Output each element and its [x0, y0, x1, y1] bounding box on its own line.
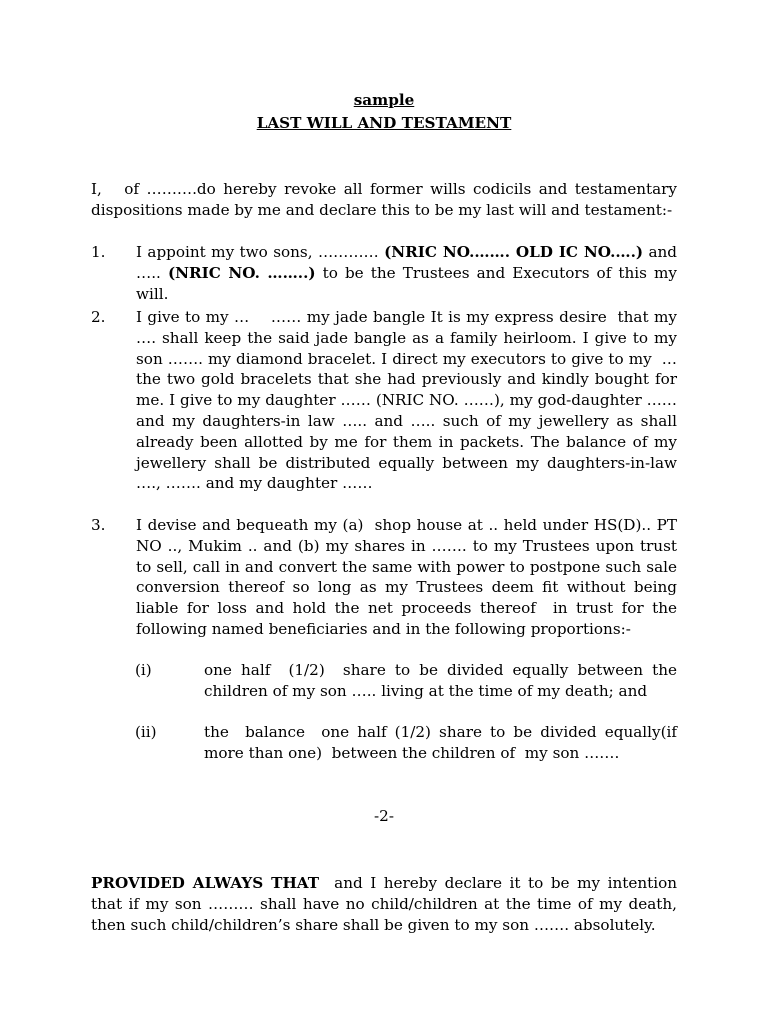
clause-1-text — [136, 242, 677, 304]
clause-2-text: I give to my … …… my jade bangle It is my express desire that my …. shall keep the said jade bangle as a family heirloom. I give to my son ……. my diamond bracelet. I direct my executors to give to my … the two gold bracelets that she had previously and kindly bought for me. I give to my daughter …… (NRIC NO. ……), my god-daughter …… and my daughters-in law ….. and ….. such of my jewellery as shall already been allotted by me for them in packets. The balance of my jewellery shall be distributed equally between my daughters-in-law …., ……. and my daughter …… — [136, 308, 677, 493]
subclause-i-number: (i) — [135, 661, 152, 679]
clause-1-part-2: and ….. — [136, 243, 678, 282]
proviso-heading: PROVIDED ALWAYS THAT — [91, 874, 320, 892]
subclause-ii-text: the balance one half (1/2) share to be divided equally(if more than one) between the children of my son ……. — [204, 723, 677, 762]
page-number: -2- — [374, 807, 394, 825]
clause-3-text: I devise and bequeath my (a) shop house at .. held under HS(D).. PT NO .., Mukim .. and (b) my shares in ……. to my Trustees upon trust to sell, call in and convert the same with power to postpone such sale conversion thereof so long as my Trustees deem fit without being liable for loss and hold the net proceeds thereof in trust for the following named beneficiaries and in the following proportions:- — [136, 516, 677, 638]
intro-paragraph: I, of ……….do hereby revoke all former wills codicils and testamentary dispositions made by me and declare this to be my last will and testament:- — [91, 180, 677, 219]
clause-1-part-1: I appoint my two sons, ………… — [136, 243, 385, 261]
clause-1-nric: (NRIC NO. ……..) — [167, 263, 316, 282]
clause-3-number: 3. — [91, 516, 106, 534]
document-label: sample — [353, 91, 415, 109]
subclause-ii-number: (ii) — [135, 723, 157, 741]
clause-1-number: 1. — [91, 243, 106, 261]
clause-1-part-3: to be the Trustees and Executors of this my will. — [136, 263, 678, 303]
document-title: LAST WILL AND TESTAMENT — [256, 114, 512, 132]
subclause-i-text: one half (1/2) share to be divided equally between the children of my son ….. living at the time of my death; and — [204, 661, 677, 700]
clause-1-nric-old-ic: (NRIC NO.……. OLD IC NO.….) — [384, 243, 644, 261]
proviso-text: and I hereby declare it to be my intention that if my son ……… shall have no child/children at the time of my death, then such child/children’s share shall be given to my son ……. absolutely. — [91, 874, 677, 934]
clause-2-number: 2. — [91, 308, 106, 326]
proviso-paragraph — [91, 873, 677, 935]
